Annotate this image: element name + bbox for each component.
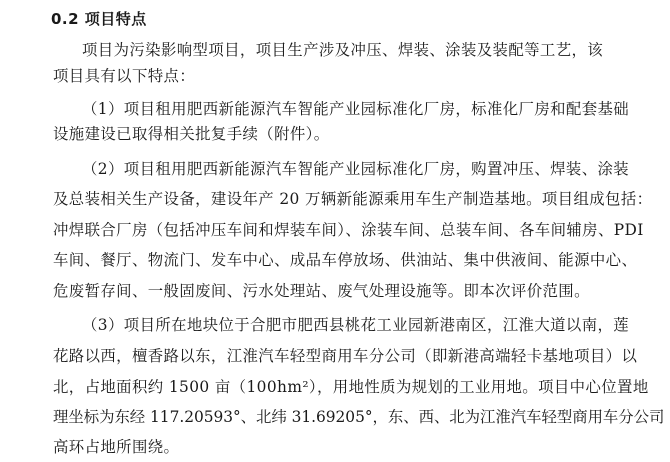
paragraph-line: 设施建设已取得相关批复手续（附件）。	[53, 125, 330, 143]
section-heading: 0.2 项目特点	[51, 10, 147, 28]
paragraph-line: 高环占地所围绕。	[53, 438, 180, 456]
paragraph-line: 及总装相关生产设备，建设年产 20 万辆新能源乘用车生产制造基地。项目组成包括：	[53, 190, 653, 208]
paragraph-line: 花路以西，檀香路以东，江淮汽车轻型商用车分公司（即新港高端轻卡基地项目）以	[53, 347, 638, 365]
paragraph-line: 项目具有以下特点：	[53, 67, 196, 85]
paragraph-line: 北，占地面积约 1500 亩（100hm²），用地性质为规划的工业用地。项目中心位置地	[53, 378, 649, 396]
paragraph-line: 冲焊联合厂房（包括冲压车间和焊装车间）、涂装车间、总装车间、各车间辅房、PDI	[53, 221, 644, 239]
paragraph-line: 车间、餐厅、物流门、发车中心、成品车停放场、供油站、集中供液间、能源中心、	[53, 251, 638, 269]
paragraph-line: 危废暂存间、一般固废间、污水处理站、废气处理设施等。即本次评价范围。	[53, 282, 590, 300]
paragraph-line: （3）项目所在地块位于合肥市肥西县桃花工业园新港南区，江淮大道以南，莲	[82, 316, 630, 334]
paragraph-line: 项目为污染影响型项目，项目生产涉及冲压、焊装、涂装及装配等工艺，该	[82, 41, 604, 59]
paragraph-line: （1）项目租用肥西新能源汽车智能产业园标准化厂房，标准化厂房和配套基础	[82, 100, 630, 118]
paragraph-line: 理坐标为东经 117.20593°、北纬 31.69205°，东、西、北为江淮汽车轻型商用车分公司	[53, 408, 665, 426]
paragraph-line: （2）项目租用肥西新能源汽车智能产业园标准化厂房，购置冲压、焊装、涂装	[82, 160, 630, 178]
